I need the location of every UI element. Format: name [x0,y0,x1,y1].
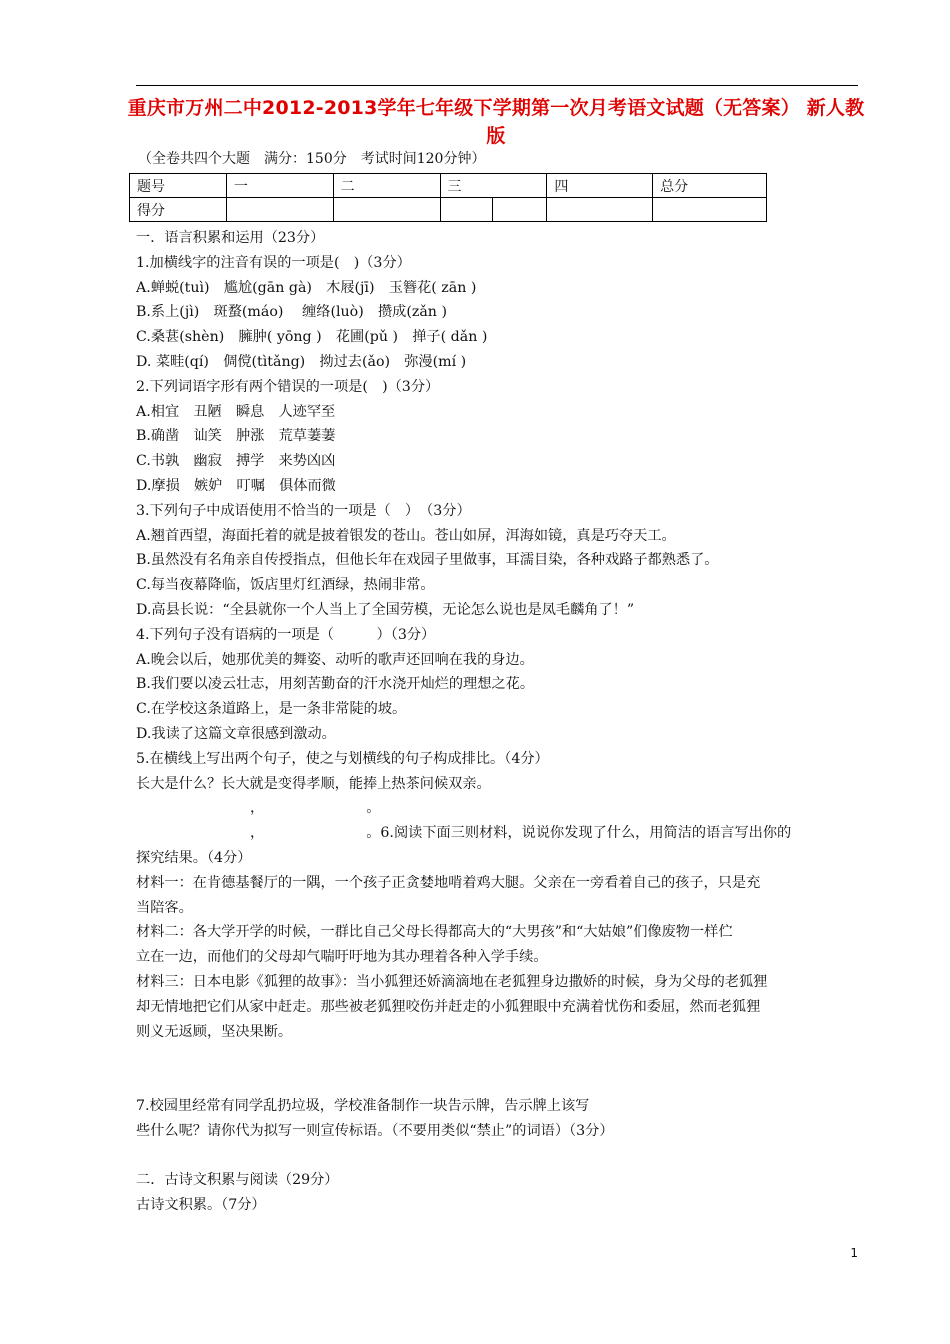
answer-option: B.确凿 讪笑 肿涨 荒草萋萋 [136,428,336,445]
question-stem: 5.在横线上写出两个句子，使之与划横线的句子构成排比。（4分） [136,750,549,767]
question-stem: 6.阅读下面三则材料，说说你发现了什么，用简洁的语言写出你的 [380,825,792,842]
material-text: 却无情地把它们从家中赶走。那些被老狐狸咬伤并赶走的小狐狸眼中充满着忧伤和委屈，然而老狐狸 [136,998,761,1015]
score-cell[interactable] [333,198,440,222]
answer-option: A.相宜 丑陋 瞬息 人迹罕至 [136,403,336,420]
score-cell[interactable] [226,198,333,222]
header-rule [136,85,858,86]
answer-option: C.在学校这条道路上，是一条非常陡的坡。 [136,701,407,718]
score-table-header-row [130,174,767,198]
question-stem: 4.下列句子没有语病的一项是（ ）（3分） [136,626,436,643]
header-cell: 题号 [130,174,227,198]
answer-option: D.我读了这篇文章很感到激动。 [136,725,336,742]
answer-option: D.摩损 嫉妒 叮嘱 俱体而微 [136,477,336,494]
document-title: 重庆市万州二中2012-2013学年七年级下学期第一次月考语文试题（无答案） 新人教版 [127,97,865,147]
answer-option: B.虽然没有名角亲自传授指点，但他长年在戏园子里做事，耳濡目染，各种戏路子都熟悉了。 [136,552,719,569]
score-cell[interactable] [547,198,653,222]
section-heading: 一．语言积累和运用（23分） [136,230,325,246]
blank-comma: ， [250,825,265,842]
question-stem: 7.校园里经常有同学乱扔垃圾，学校准备制作一块告示牌，告示牌上该写 [136,1097,590,1114]
header-cell: 一 [226,174,333,198]
material-text: 材料一：在肯德基餐厅的一隅，一个孩子正贪婪地啃着鸡大腿。父亲在一旁看着自己的孩子，只是充 [136,874,761,891]
answer-option: A.翘首西望，海面托着的就是披着银发的苍山。苍山如屏，洱海如镜，真是巧夺天工。 [136,527,676,544]
exam-info: （全卷共四个大题 满分：150分 考试时间120分钟） [138,151,486,167]
answer-option: A.蝉蜕(tuì) 尴尬(gān gà) 木屐(jī) 玉簪花( zān ) [136,279,477,296]
blank-period: 。 [366,825,381,842]
score-cell[interactable] [493,198,547,222]
header-cell: 四 [547,174,653,198]
section-heading: 二．古诗文积累与阅读（29分） [136,1172,339,1189]
answer-option: C.桑葚(shèn) 臃肿( yōng ) 花圃(pǔ ) 掸子( dǎn ) [136,329,488,346]
answer-blank-line[interactable] [136,821,862,846]
answer-option: C.书孰 幽寂 搏学 来势凶凶 [136,453,336,470]
question-stem: 3.下列句子中成语使用不恰当的一项是（ ） （3分） [136,502,471,519]
question-stem-continued: 探究结果。（4分） [136,849,252,866]
question-stem: 2.下列词语字形有两个错误的一项是( )（3分） [136,378,440,395]
page-number: 1 [850,1246,858,1260]
exam-content [136,226,862,1218]
material-text: 则义无返顾，坚决果断。 [136,1023,293,1040]
answer-option: B.系上(jì) 斑蝥(máo) 缠络(luò) 攒成(zǎn ) [136,304,447,321]
question-stem-continued: 些什么呢？请你代为拟写一则宣传标语。（不要用类似“禁止”的词语）（3分） [136,1122,614,1139]
answer-space[interactable] [136,1044,862,1094]
material-text: 材料三：日本电影《狐狸的故事》：当小狐狸还娇滴滴地在老狐狸身边撒娇的时候，身为父母的老狐狸 [136,973,768,990]
row-label-cell: 得分 [130,198,227,222]
answer-option: D.高县长说：“全县就你一个人当上了全国劳模，无论怎么说也是凤毛麟角了！” [136,601,635,618]
blank-period: 。 [366,800,381,817]
answer-option: B.我们要以凌云壮志，用刻苦勤奋的汗水浇开灿烂的理想之花。 [136,676,535,693]
score-table [129,173,767,222]
header-cell: 二 [333,174,440,198]
header-cell: 总分 [653,174,767,198]
answer-option: D. 菜畦(qí) 倜傥(tìtǎng) 拗过去(ǎo) 弥漫(mí ) [136,353,467,370]
score-cell[interactable] [653,198,767,222]
question-stem: 1.加横线字的注音有误的一项是( )（3分） [136,254,411,271]
score-table-score-row [130,198,767,222]
example-sentence: 长大是什么？长大就是变得孝顺，能捧上热茶问候双亲。 [136,775,491,792]
answer-space[interactable] [136,1143,862,1168]
answer-option: A.晚会以后，她那优美的舞姿、动听的歌声还回响在我的身边。 [136,651,534,668]
subsection-heading: 古诗文积累。（7分） [136,1197,266,1214]
material-text: 立在一边，而他们的父母却气喘吁吁地为其办理着各种入学手续。 [136,949,548,966]
answer-option: C.每当夜幕降临，饭店里灯红酒绿，热闹非常。 [136,577,435,594]
blank-comma: ， [250,800,265,817]
score-cell[interactable] [440,198,493,222]
answer-blank-line[interactable] [136,796,862,821]
header-cell: 三 [440,174,547,198]
material-text: 材料二：各大学开学的时候，一群比自己父母长得都高大的“大男孩”和“大姑娘”们像废物一样伫 [136,924,733,941]
material-text: 当陪客。 [136,899,193,916]
